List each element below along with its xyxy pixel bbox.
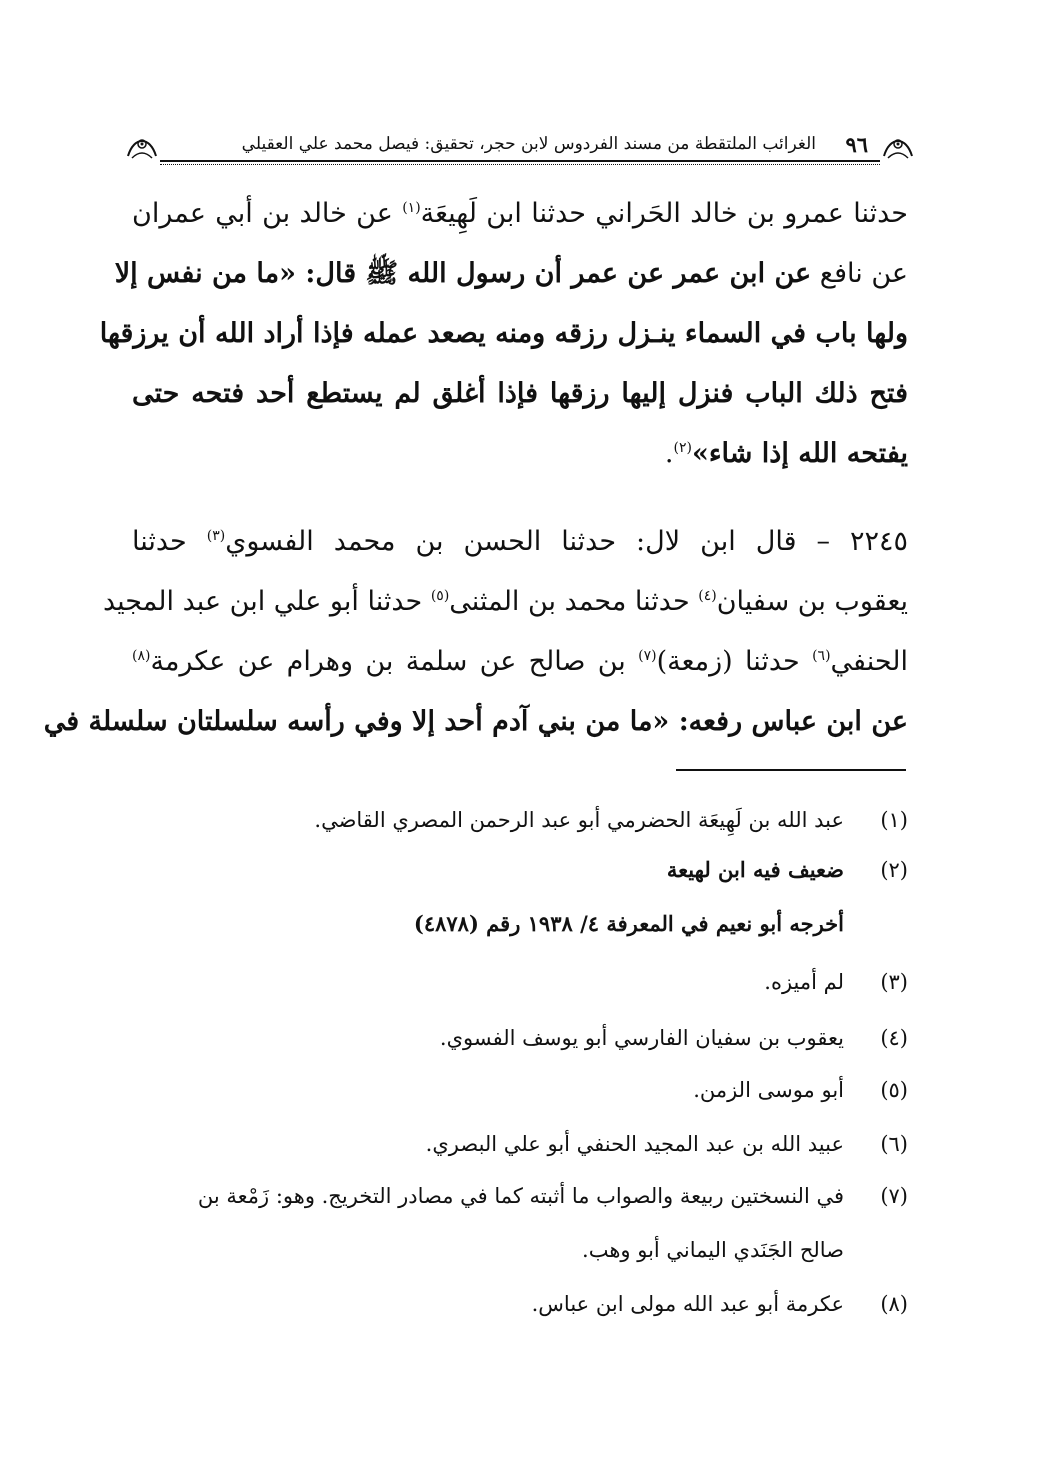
footnote-ref[interactable]: (٦) bbox=[812, 648, 831, 664]
footnote-ref[interactable]: (٤) bbox=[698, 588, 717, 604]
header-rule bbox=[160, 160, 880, 162]
text-line: ٢٢٤٥ – قال ابن لال: حدثنا الحسن بن محمد الفسوي$^{(٣)}$ حدثنا bbox=[132, 526, 908, 557]
page-number: ٩٦ bbox=[845, 132, 868, 157]
footnote: (١)عبد الله بن لَهِيعَة الحضرمي أبو عبد الرحمن المصري القاضي. bbox=[314, 808, 908, 832]
footnote: (٢)ضعيف فيه ابن لهيعة bbox=[666, 857, 908, 882]
ornament-icon bbox=[124, 130, 160, 162]
footnote-ref[interactable]: (٧) bbox=[638, 648, 657, 664]
footnote: (٥)أبو موسى الزمن. bbox=[693, 1078, 908, 1102]
footnote: (٣)لم أميزه. bbox=[764, 970, 908, 994]
header-rule-dotted bbox=[160, 164, 880, 165]
footnote: (٨)عكرمة أبو عبد الله مولى ابن عباس. bbox=[531, 1292, 908, 1316]
text-line: الحنفي$^{(٦)}$ حدثنا (زمعة)$^{(٧)}$ بن صالح عن سلمة بن وهرام عن عكرمة$^{(٨)}$ bbox=[132, 646, 908, 677]
ornament-icon bbox=[880, 130, 916, 162]
footnote-continuation: صالح الجَنَدي اليماني أبو وهب. bbox=[582, 1238, 844, 1262]
text-line: ولها باب في السماء ينـزل رزقه ومنه يصعد عمله فإذا أراد الله أن يرزقها bbox=[99, 318, 908, 349]
text-line: فتح ذلك الباب فنزل إليها رزقها فإذا أغلق لم يستطع أحد فتحه حتى bbox=[132, 378, 908, 409]
footnote: (٤)يعقوب بن سفيان الفارسي أبو يوسف الفسوي. bbox=[439, 1026, 908, 1050]
footnote-ref[interactable]: (٨) bbox=[132, 648, 151, 664]
footnote-ref[interactable]: (٣) bbox=[206, 528, 226, 544]
footnote-ref[interactable]: (٢) bbox=[673, 440, 692, 456]
text-line: عن نافع عن ابن عمر عن عمر أن رسول الله ﷺ قال: «ما من نفس إلا bbox=[114, 258, 908, 289]
text-line: عن ابن عباس رفعه: «ما من بني آدم أحد إلا وفي رأسه سلسلتان سلسلة في bbox=[43, 706, 908, 737]
footnote-ref[interactable]: (٥) bbox=[430, 588, 450, 604]
footnote-separator bbox=[676, 769, 906, 771]
footnote-ref[interactable]: (١) bbox=[402, 200, 421, 216]
text-line: حدثنا عمرو بن خالد الحَراني حدثنا ابن لَهِيعَة$^{(١)}$ عن خالد بن أبي عمران bbox=[132, 198, 908, 229]
footnote-continuation: أخرجه أبو نعيم في المعرفة ٤/ ١٩٣٨ رقم (٤٨٧٨) bbox=[413, 911, 844, 936]
text-line: يفتحه الله إذا شاء»$^{(٢)}$. bbox=[664, 438, 908, 469]
footnote: (٧)في النسختين ربيعة والصواب ما أثبته كما في مصادر التخريج. وهو: زَمْعة بن bbox=[197, 1184, 908, 1208]
running-header bbox=[132, 128, 908, 166]
text-line: يعقوب بن سفيان$^{(٤)}$ حدثنا محمد بن المثنى$^{(٥)}$ حدثنا أبو علي ابن عبد المجيد bbox=[102, 586, 908, 617]
footnote: (٦)عبيد الله بن عبد المجيد الحنفي أبو علي البصري. bbox=[425, 1132, 908, 1156]
running-title: الغرائب الملتقطة من مسند الفردوس لابن حجر، تحقيق: فيصل محمد علي العقيلي bbox=[241, 134, 816, 154]
